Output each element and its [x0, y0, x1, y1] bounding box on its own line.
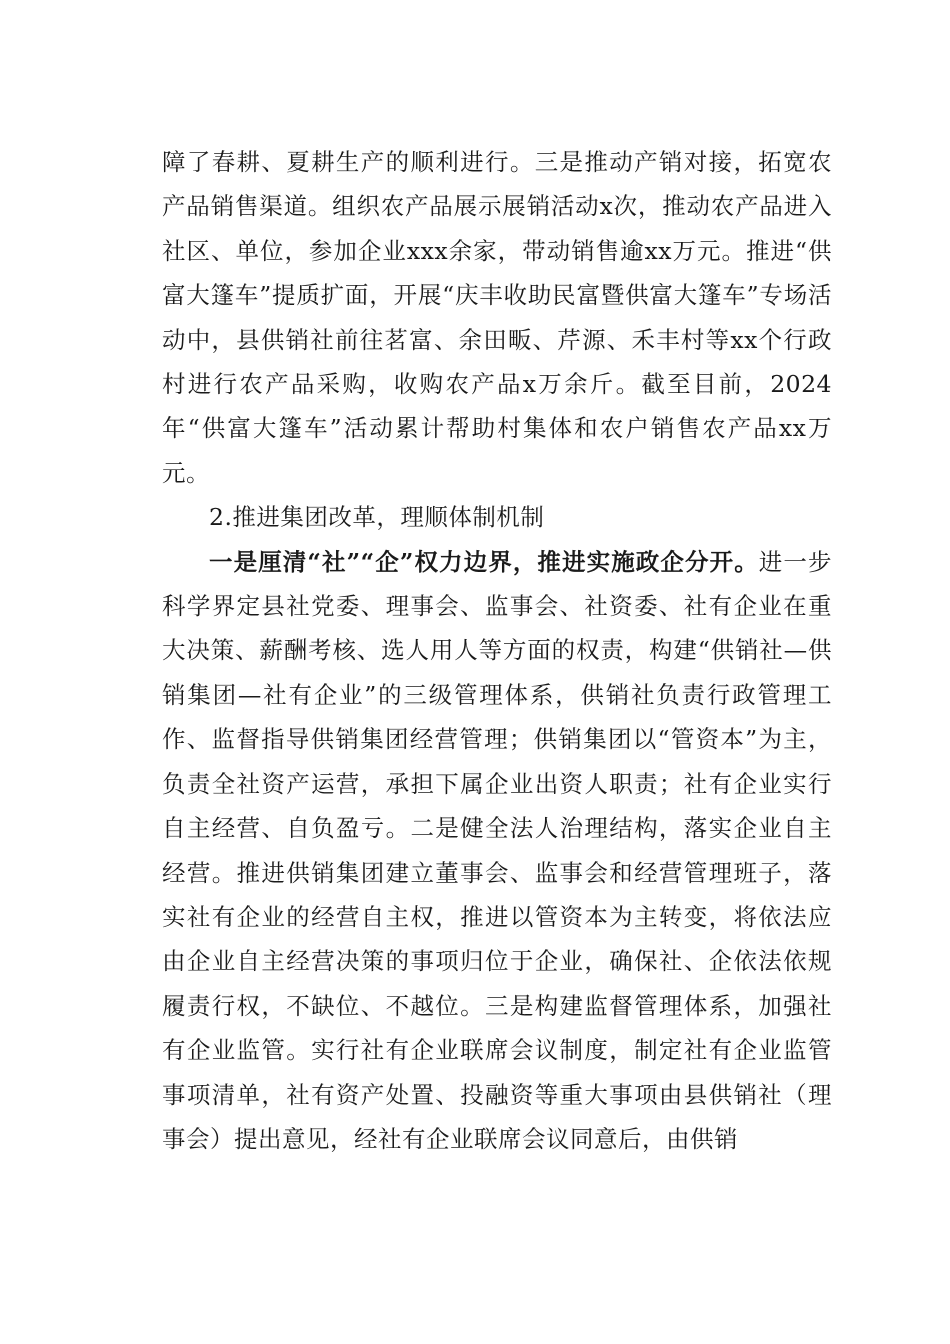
- paragraph-reform: [162, 540, 832, 1162]
- paragraph-lead-bold: 一是厘清“社”“企”权力边界，推进实施政企分开。: [209, 547, 759, 576]
- paragraph-body: 进一步科学界定县社党委、理事会、监事会、社资委、社有企业在重大决策、薪酬考核、选人用人等方面的权责，构建“供销社—供销集团—社有企业”的三级管理体系，供销社负责行政管理工作、监督指导供销集团经营管理；供销集团以“管资本”为主，负责全社资产运营，承担下属企业出资人职责；社有企业实行自主经营、自负盈亏。二是健全法人治理结构，落实企业自主经营。推进供销集团建立董事会、监事会和经营管理班子，落实社有企业的经营自主权，推进以管资本为主转变，将依法应由企业自主经营决策的事项归位于企业，确保社、企依法依规履责行权，不缺位、不越位。三是构建监督管理体系，加强社有企业监管。实行社有企业联席会议制度，制定社有企业监管事项清单，社有资产处置、投融资等重大事项由县供销社（理事会）提出意见，经社有企业联席会议同意后，由供销: [162, 547, 832, 1153]
- paragraph-continued: 障了春耕、夏耕生产的顺利进行。三是推动产销对接，拓宽农产品销售渠道。组织农产品展示展销活动x次，推动农产品进入社区、单位，参加企业xxx余家，带动销售逾xx万元。推进“供富大篷车”提质扩面，开展“庆丰收助民富暨供富大篷车”专场活动中，县供销社前往茗富、余田畈、芹源、禾丰村等xx个行政村进行农产品采购，收购农产品x万余斤。截至目前，2024年“供富大篷车”活动累计帮助村集体和农户销售农产品xx万元。: [162, 148, 832, 487]
- document-body: [162, 140, 832, 1161]
- section-heading: 2.推进集团改革，理顺体制机制: [209, 503, 545, 532]
